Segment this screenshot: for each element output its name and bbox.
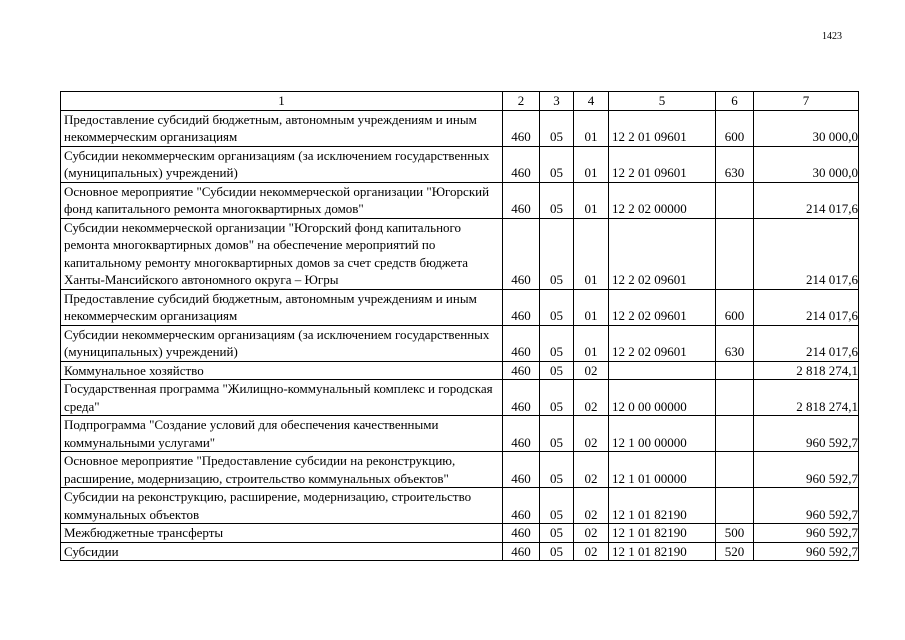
cell-code-3: 05: [540, 218, 574, 289]
cell-amount: 214 017,6: [754, 325, 859, 361]
cell-amount: 960 592,7: [754, 452, 859, 488]
row-name: Субсидии: [61, 542, 503, 561]
cell-code-2: 460: [503, 325, 540, 361]
cell-code-3: 05: [540, 416, 574, 452]
cell-code-5: 12 1 01 82190: [609, 542, 716, 561]
cell-code-5: 12 2 01 09601: [609, 110, 716, 146]
cell-amount: 960 592,7: [754, 416, 859, 452]
cell-code-4: 02: [574, 416, 609, 452]
table-row: [61, 325, 859, 361]
cell-code-5: 12 1 00 00000: [609, 416, 716, 452]
table-row: [61, 488, 859, 524]
cell-amount: 214 017,6: [754, 182, 859, 218]
cell-code-6: 630: [716, 146, 754, 182]
cell-code-5: 12 1 01 82190: [609, 488, 716, 524]
cell-code-4: 02: [574, 361, 609, 380]
table-row: [61, 361, 859, 380]
table-row: [61, 524, 859, 543]
cell-code-6: 500: [716, 524, 754, 543]
cell-code-2: 460: [503, 452, 540, 488]
cell-code-6: [716, 182, 754, 218]
cell-code-5: 12 1 01 00000: [609, 452, 716, 488]
row-name: Предоставление субсидий бюджетным, автономным учреждениям и иным некоммерческим организациям: [61, 110, 503, 146]
row-name: Субсидии некоммерческим организациям (за исключением государственных (муниципальных) учреждений): [61, 325, 503, 361]
cell-code-2: 460: [503, 110, 540, 146]
row-name: Подпрограмма "Создание условий для обеспечения качественными коммунальными услугами": [61, 416, 503, 452]
cell-code-4: 02: [574, 542, 609, 561]
cell-amount: 2 818 274,1: [754, 361, 859, 380]
cell-code-3: 05: [540, 542, 574, 561]
cell-amount: 214 017,6: [754, 218, 859, 289]
cell-code-2: 460: [503, 218, 540, 289]
row-name: Межбюджетные трансферты: [61, 524, 503, 543]
cell-code-2: 460: [503, 182, 540, 218]
row-name: Субсидии некоммерческим организациям (за исключением государственных (муниципальных) учреждений): [61, 146, 503, 182]
row-name: Субсидии некоммерческой организации "Югорский фонд капитального ремонта многоквартирных домов" на обеспечение мероприятий по капитальному ремонту многоквартирных домов за счет средств бюджета Ханты-Мансийского автономного округа – Югры: [61, 218, 503, 289]
column-header: 5: [609, 92, 716, 111]
cell-code-2: 460: [503, 380, 540, 416]
cell-code-3: 05: [540, 289, 574, 325]
cell-code-6: 600: [716, 110, 754, 146]
cell-code-2: 460: [503, 361, 540, 380]
cell-code-3: 05: [540, 524, 574, 543]
cell-code-3: 05: [540, 488, 574, 524]
cell-code-5: [609, 361, 716, 380]
column-header: 6: [716, 92, 754, 111]
row-name: Основное мероприятие "Предоставление субсидии на реконструкцию, расширение, модернизацию, строительство коммунальных объектов": [61, 452, 503, 488]
cell-code-4: 01: [574, 146, 609, 182]
cell-amount: 2 818 274,1: [754, 380, 859, 416]
cell-code-3: 05: [540, 110, 574, 146]
cell-code-5: 12 2 02 09601: [609, 218, 716, 289]
cell-code-5: 12 1 01 82190: [609, 524, 716, 543]
cell-code-2: 460: [503, 488, 540, 524]
cell-code-6: [716, 218, 754, 289]
column-header: 3: [540, 92, 574, 111]
cell-code-4: 01: [574, 325, 609, 361]
cell-code-6: 600: [716, 289, 754, 325]
cell-code-5: 12 2 02 09601: [609, 325, 716, 361]
cell-code-3: 05: [540, 146, 574, 182]
column-header: 7: [754, 92, 859, 111]
cell-code-5: 12 0 00 00000: [609, 380, 716, 416]
column-header: 1: [61, 92, 503, 111]
table-row: [61, 452, 859, 488]
table-row: [61, 218, 859, 289]
cell-code-3: 05: [540, 361, 574, 380]
cell-code-2: 460: [503, 542, 540, 561]
row-name: Коммунальное хозяйство: [61, 361, 503, 380]
header-row: [61, 92, 859, 111]
cell-code-4: 02: [574, 524, 609, 543]
cell-amount: 960 592,7: [754, 524, 859, 543]
cell-code-4: 02: [574, 380, 609, 416]
cell-amount: 30 000,0: [754, 110, 859, 146]
cell-code-4: 02: [574, 488, 609, 524]
cell-code-6: [716, 488, 754, 524]
cell-amount: 214 017,6: [754, 289, 859, 325]
column-header: 4: [574, 92, 609, 111]
cell-code-4: 01: [574, 289, 609, 325]
cell-code-6: [716, 361, 754, 380]
cell-code-5: 12 2 02 09601: [609, 289, 716, 325]
row-name: Государственная программа "Жилищно-коммунальный комплекс и городская среда": [61, 380, 503, 416]
page-number: 1423: [822, 31, 842, 42]
cell-amount: 960 592,7: [754, 542, 859, 561]
cell-code-2: 460: [503, 146, 540, 182]
cell-code-2: 460: [503, 289, 540, 325]
table-row: [61, 289, 859, 325]
cell-code-2: 460: [503, 416, 540, 452]
table-row: [61, 542, 859, 561]
cell-code-3: 05: [540, 380, 574, 416]
cell-code-6: [716, 452, 754, 488]
table-row: [61, 416, 859, 452]
cell-code-6: [716, 380, 754, 416]
table-row: [61, 110, 859, 146]
row-name: Субсидии на реконструкцию, расширение, модернизацию, строительство коммунальных объектов: [61, 488, 503, 524]
table-row: [61, 146, 859, 182]
cell-code-4: 01: [574, 218, 609, 289]
cell-amount: 960 592,7: [754, 488, 859, 524]
cell-code-4: 01: [574, 182, 609, 218]
cell-code-6: 520: [716, 542, 754, 561]
cell-code-3: 05: [540, 325, 574, 361]
table-row: [61, 182, 859, 218]
cell-code-5: 12 2 02 00000: [609, 182, 716, 218]
budget-table: [60, 91, 859, 561]
row-name: Предоставление субсидий бюджетным, автономным учреждениям и иным некоммерческим организациям: [61, 289, 503, 325]
cell-code-2: 460: [503, 524, 540, 543]
cell-code-5: 12 2 01 09601: [609, 146, 716, 182]
cell-code-6: [716, 416, 754, 452]
cell-code-3: 05: [540, 182, 574, 218]
cell-code-6: 630: [716, 325, 754, 361]
table-row: [61, 380, 859, 416]
row-name: Основное мероприятие "Субсидии некоммерческой организации "Югорский фонд капитального ремонта многоквартирных домов": [61, 182, 503, 218]
cell-code-4: 01: [574, 110, 609, 146]
column-header: 2: [503, 92, 540, 111]
cell-code-3: 05: [540, 452, 574, 488]
cell-amount: 30 000,0: [754, 146, 859, 182]
cell-code-4: 02: [574, 452, 609, 488]
